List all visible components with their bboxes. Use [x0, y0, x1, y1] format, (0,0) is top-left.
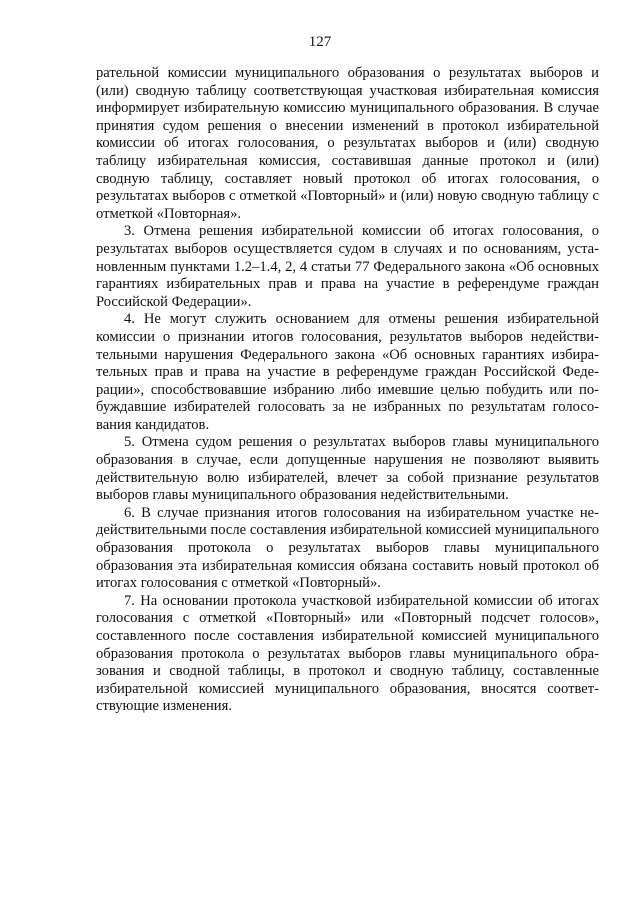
- paragraph-4: 4. Не могут служить основанием для отмены решения избирательной комиссии о признании итогов голосования, результатов выборов недействительными нарушения Федерального закона «Об основных гарантиях избирательных прав и права на участие в референдуме граждан Российской Федерации», способствовавшие избранию либо имевшие целью побудить или побуждавшие избирателей голосовать за не избранных по результатам голосования кандидатов.: [96, 311, 599, 433]
- paragraph-6: 6. В случае признания итогов голосования на избирательном участке недействительными после составления избирательной комиссией муниципального образования протокола о результатах выборов главы муниципального образования эта избирательная комиссия обязана составить новый протокол об итогах голосования с отметкой «Повторный».: [96, 504, 599, 592]
- paragraph-7: 7. На основании протокола участковой избирательной комиссии об итогах голосования с отметкой «Повторный» или «Повторный подсчет голосов», составленного после составления избирательной комиссией муниципального образования протокола о результатах выборов главы муниципального образования и сводной таблицы, в протокол и сводную таблицу, составленные избирательной комиссией муниципального образования, вносятся соответствующие изменения.: [96, 592, 599, 715]
- paragraph-3: 3. Отмена решения избирательной комиссии об итогах голосования, о результатах выборов осуществляется судом в случаях и по основаниям, установленным пунктами 1.2–1.4, 2, 4 статьи 77 Федерального закона «Об основных гарантиях избирательных прав и права на участие в референдуме граждан Российской Федерации».: [96, 223, 599, 310]
- page-number: 127: [308, 34, 332, 50]
- paragraph-continuation: рательной комиссии муниципального образования о результатах выборов и (или) сводную таблицу соответствующая участковая избирательная комиссия информирует избирательную комиссию муниципального образования. В случае принятия судом решения о внесении изменений в протокол избирательной комиссии об итогах голосования, о результатах выборов и (или) сводную таблицу избирательная комиссия, составившая данные протокол и (или) сводную таблицу, составляет новый протокол об итогах голосования, о результатах выборов с отметкой «Повторный» и (или) новую сводную таблицу с отметкой «Повторная».: [96, 65, 599, 222]
- document-body: [96, 65, 599, 716]
- paragraph-5: 5. Отмена судом решения о результатах выборов главы муниципального образования в случае, если допущенные нарушения не позволяют выявить действительную волю избирателей, влечет за собой признание результатов выборов главы муниципального образования недействительными.: [96, 434, 599, 504]
